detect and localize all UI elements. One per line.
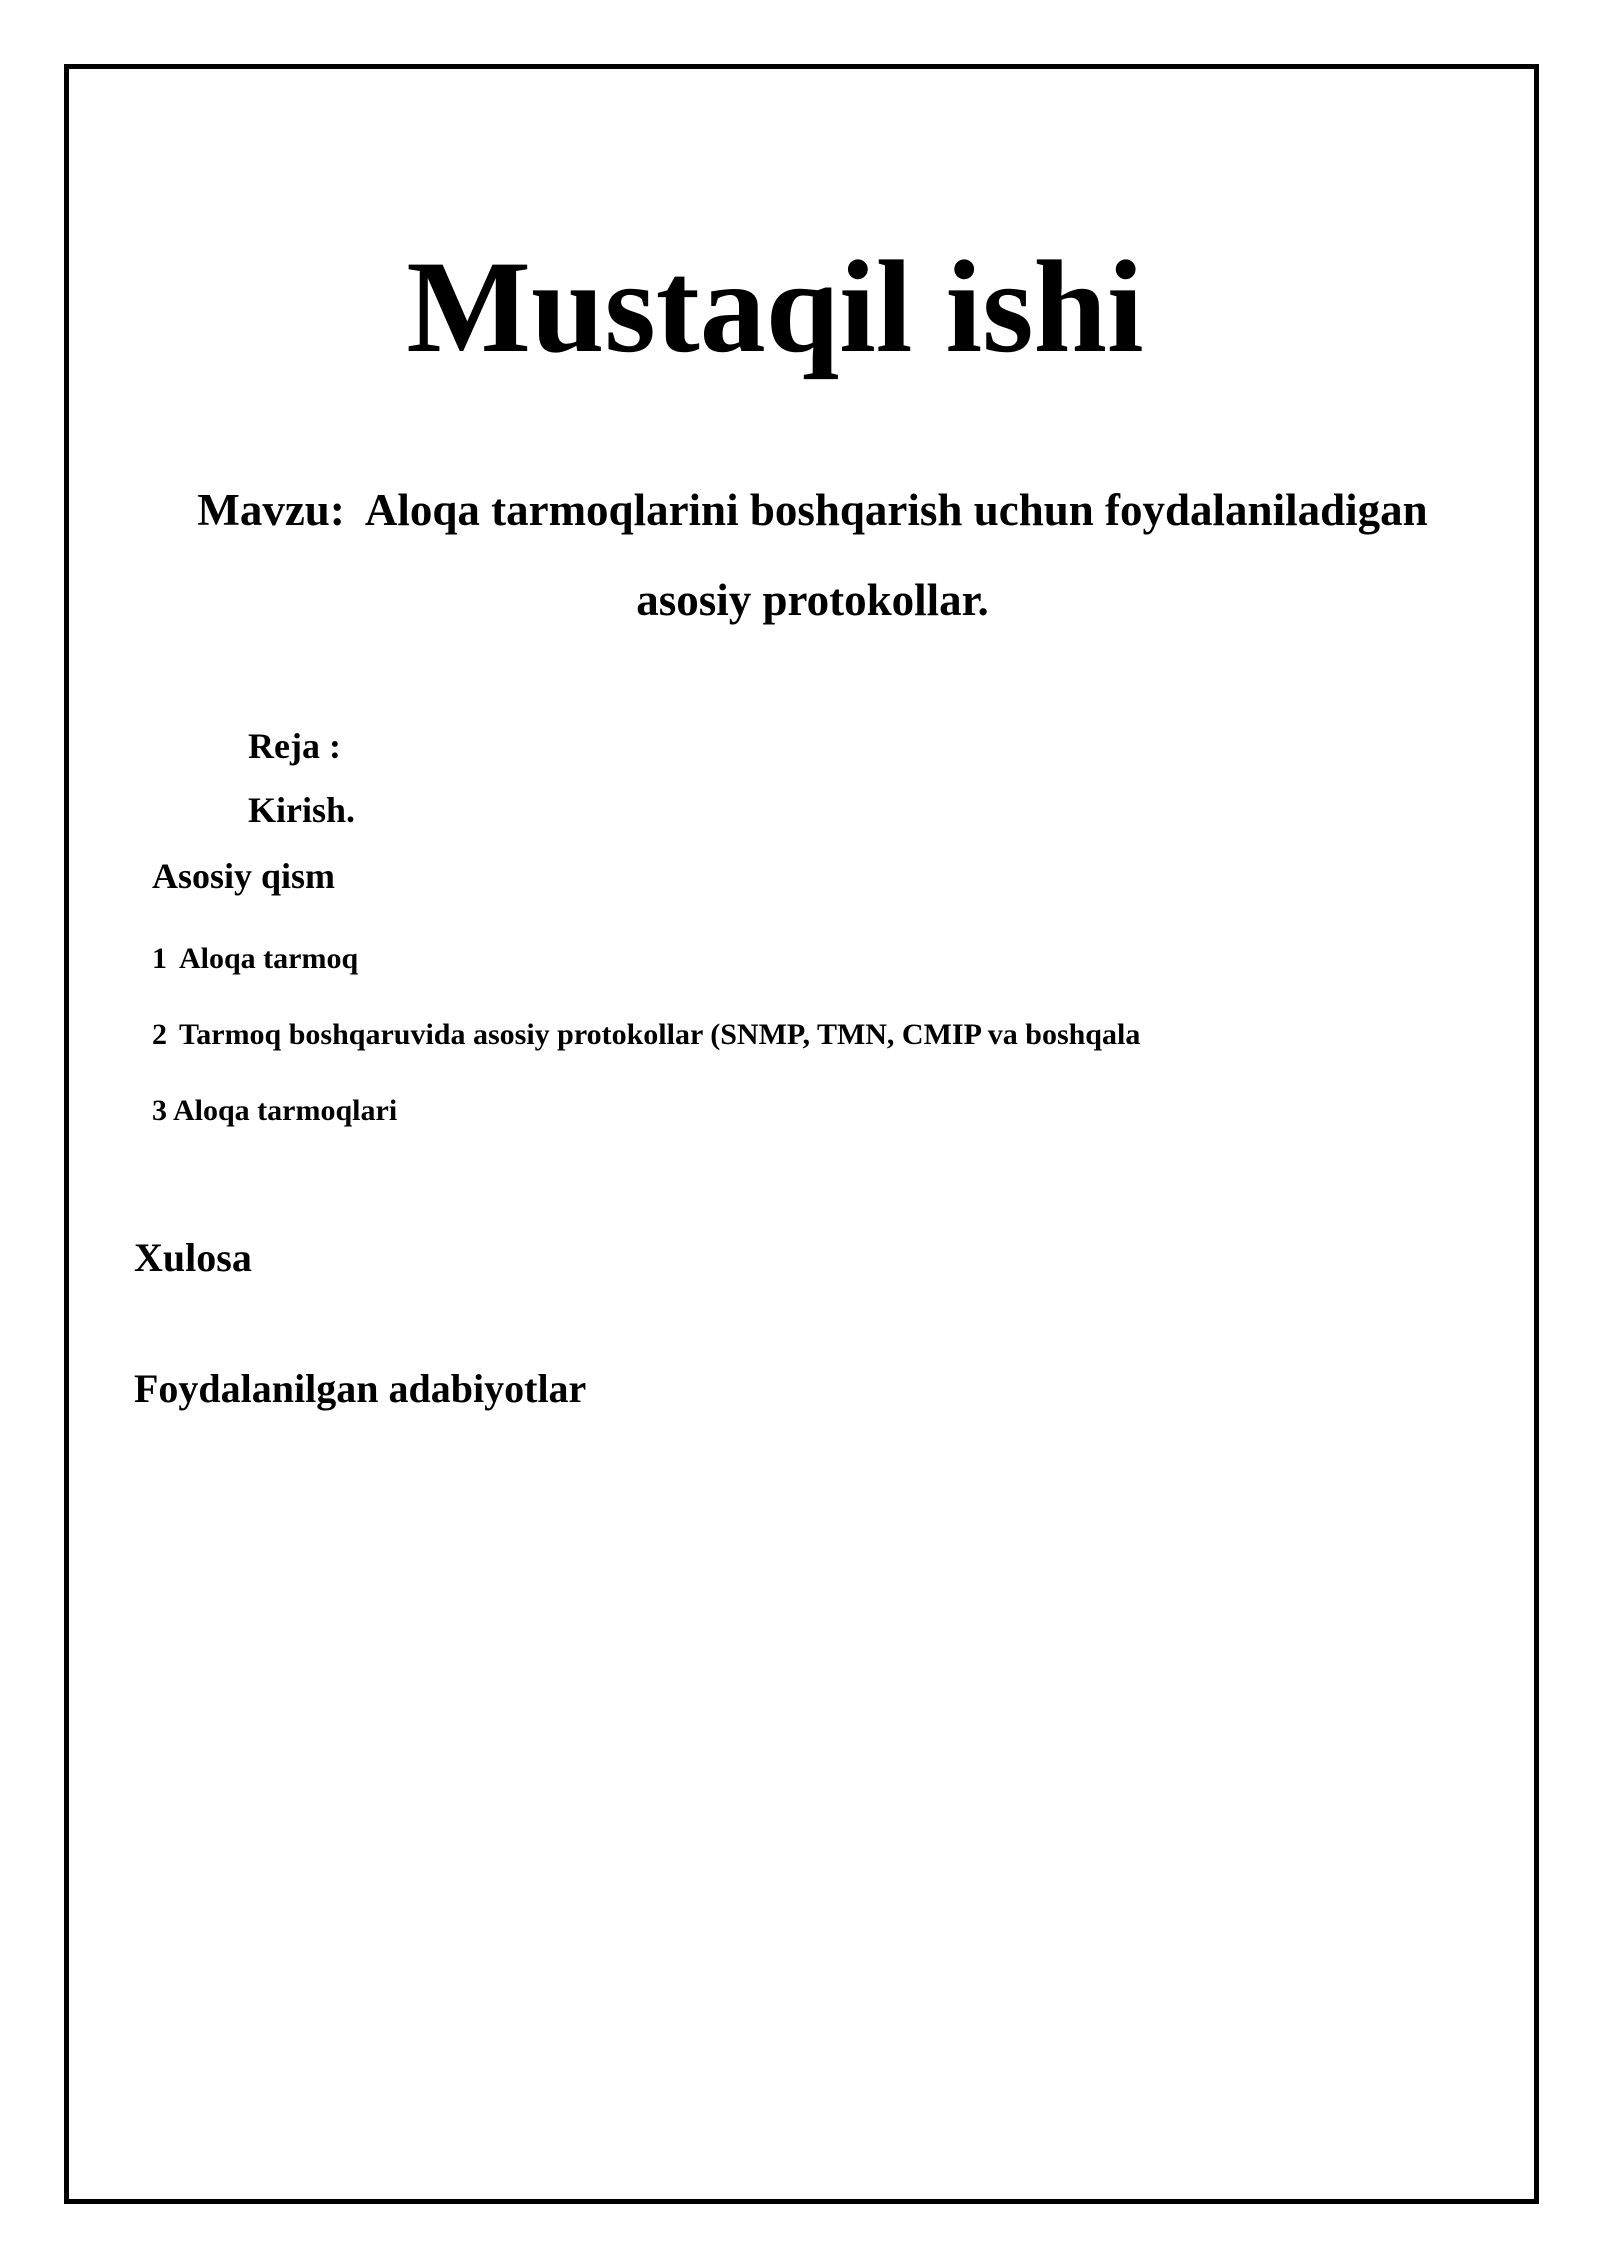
plan-item-text: Aloqa tarmoqlari xyxy=(173,1094,398,1127)
document-title: Mustaqil ishi xyxy=(406,233,1144,380)
plan-item-number: 2 xyxy=(152,1018,167,1051)
plan-item-text: Tarmoq boshqaruvida asosiy protokollar (SNMP, TMN, CMIP va boshqala xyxy=(179,1018,1141,1051)
plan-item xyxy=(152,1091,397,1131)
topic-text-line-1: Aloqa tarmoqlarini boshqarish uchun foydalaniladigan xyxy=(364,485,1428,535)
plan-heading: Reja : xyxy=(248,726,341,766)
plan-item-text: Aloqa tarmoq xyxy=(179,942,359,975)
plan-item-number: 1 xyxy=(152,942,167,975)
plan-references: Foydalanilgan adabiyotlar xyxy=(134,1366,587,1411)
page-border xyxy=(64,64,1539,2204)
topic-line-2: asosiy protokollar. xyxy=(636,575,989,625)
topic-line-1 xyxy=(0,480,1600,540)
plan-item-number: 3 xyxy=(152,1094,167,1127)
topic-label: Mavzu: xyxy=(197,485,345,535)
plan-intro: Kirish. xyxy=(248,790,356,830)
plan-item xyxy=(152,1015,1140,1055)
plan-main-part: Asosiy qism xyxy=(152,856,336,896)
plan-conclusion: Xulosa xyxy=(134,1235,252,1280)
plan-item xyxy=(152,939,358,979)
